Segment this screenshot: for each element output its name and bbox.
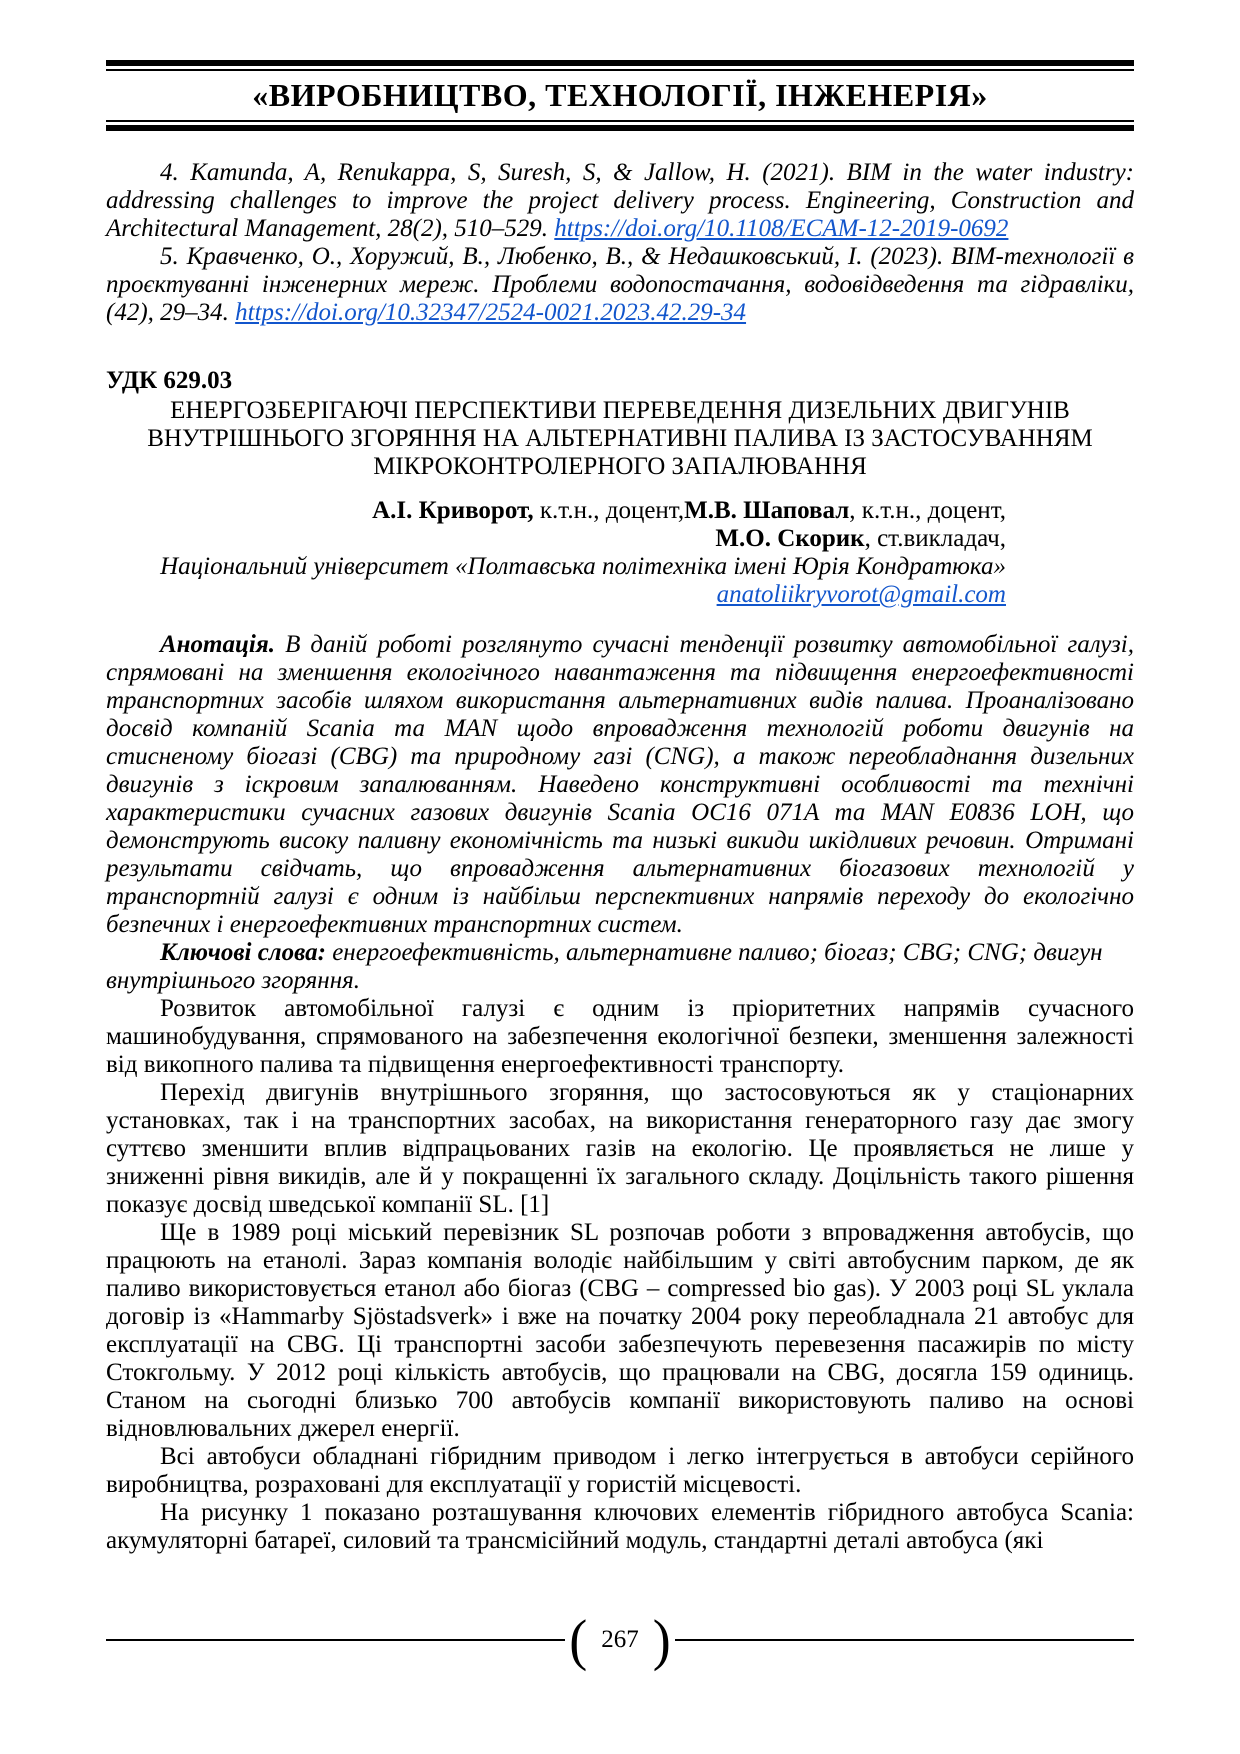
reference-doi-link[interactable]: https://doi.org/10.1108/ECAM-12-2019-0692 xyxy=(554,215,1009,242)
reference-text: 5. Кравченко, О., Хоружий, В., Любенко, В., & Недашковський, І. (2023). BIM-технології в проєктуванні інженерних мереж. Проблеми водопостачання, водовідведення та гідравліки, (42), 29–34. xyxy=(106,243,1134,326)
email-line xyxy=(106,581,1006,609)
reference-text: 4. Kamunda, A, Renukappa, S, Suresh, S, & Jallow, H. (2021). BIM in the water industry: addressing challenges to improve the project delivery process. Engineering, Construction and Architectural Management, 28(2), 510–529. xyxy=(106,159,1134,242)
page-footer xyxy=(106,1608,1134,1672)
footer-bracket-left-icon: ( xyxy=(569,1608,588,1672)
authors-block xyxy=(106,497,1134,609)
page-number: 267 xyxy=(601,1626,639,1653)
affiliation: Національний університет «Полтавська політехніка імені Юрія Кондратюка» xyxy=(160,553,1006,580)
footer-rule-right xyxy=(675,1639,1134,1641)
abstract-text: В даній роботі розглянуто сучасні тенденції розвитку автомобільної галузі, спрямовані на зменшення екологічного навантаження та підвищення енергоефективності транспортних засобів шляхом використання альтернативних видів палива. Проаналізовано досвід компаній Scania та MAN щодо впровадження технологій роботи двигунів на стисненому біогазі (CBG) та природному газі (CNG), а також переобладнання дизельних двигунів з іскровим запалюванням. Наведено конструктивні особливості та технічні характеристики сучасних газових двигунів Scania OC16 071A та MAN E0836 LOH, що демонструють високу паливну економічність та низькі викиди шкідливих речовин. Отримані результати свідчать, що впровадження альтернативних біогазових технологій у транспортній галузі є одним із найбільш перспективних напрямів переходу до екологічно безпечних і енергоефективних транспортних систем. xyxy=(106,631,1134,938)
keywords-paragraph xyxy=(106,939,1134,995)
header-rule-bottom-thick xyxy=(106,125,1134,131)
author-degree: , к.т.н., доцент, xyxy=(849,497,1006,524)
abstract-paragraph xyxy=(106,631,1134,939)
body-paragraph: Ще в 1989 році міський перевізник SL розпочав роботи з впровадження автобусів, що працюють на етанолі. Зараз компанія володіє найбільшим у світі автобусним парком, де як паливо використовується етанол або біогаз (CBG – compressed bio gas). У 2003 році SL уклала договір із «Hammarby Sjöstadsverk» і вже на початку 2004 року переобладнала 21 автобус для експлуатації на CBG. Ці транспортні засоби забезпечують перевезення пасажирів по місту Стокгольму. У 2012 році кількість автобусів, що працювали на CBG, досягла 159 одиниць. Станом на сьогодні близько 700 автобусів компанії використовують паливо на основі відновлювальних джерел енергії. xyxy=(106,1219,1134,1442)
authors-line-1 xyxy=(106,497,1006,525)
reference-doi-link[interactable]: https://doi.org/10.32347/2524-0021.2023.42.29-34 xyxy=(235,299,747,326)
authors-line-2 xyxy=(106,525,1006,553)
body-paragraph: Перехід двигунів внутрішнього згоряння, що застосовуються як у стаціонарних установках, так і на транспортних засобах, на використання генераторного газу дає змогу суттєво зменшити вплив відпрацьованих газів на екологію. Це проявляється не лише у зниженні рівня викидів, але й у покращенні їх загального складу. Доцільність такого рішення показує досвід шведської компанії SL. [1] xyxy=(106,1079,1134,1218)
abstract-label: Анотація. xyxy=(160,631,275,658)
author-name: А.І. Криворот, xyxy=(372,497,534,524)
author-degree: к.т.н., доцент, xyxy=(533,497,685,524)
body-paragraph: Всі автобуси обладнані гібридним приводом і легко інтегрується в автобуси серійного виробництва, розраховані для експлуатації у гористій місцевості. xyxy=(106,1443,1134,1498)
reference-item-4 xyxy=(106,159,1134,243)
author-name: М.О. Скорик xyxy=(715,525,865,552)
article-title: ЕНЕРГОЗБЕРІГАЮЧІ ПЕРСПЕКТИВИ ПЕРЕВЕДЕННЯ ДИЗЕЛЬНИХ ДВИГУНІВ ВНУТРІШНЬОГО ЗГОРЯННЯ НА АЛЬТЕРНАТИВНІ ПАЛИВА ІЗ ЗАСТОСУВАННЯМ МІКРОКОНТРОЛЕРНОГО ЗАПАЛЮВАННЯ xyxy=(147,397,1093,480)
body-paragraph: На рисунку 1 показано розташування ключових елементів гібридного автобуса Scania: акумуляторні батареї, силовий та трансмісійний модуль, стандартні деталі автобуса (які xyxy=(106,1499,1134,1554)
keywords-text: енергоефективність, альтернативне паливо; біогаз; CBG; CNG; двигун внутрішнього згоряння. xyxy=(106,939,1103,994)
journal-header xyxy=(106,60,1134,131)
author-name: М.В. Шаповал xyxy=(684,497,850,524)
references-section xyxy=(106,159,1134,327)
footer-rule-left xyxy=(106,1639,565,1641)
author-degree: , ст.викладач, xyxy=(864,525,1006,552)
body-paragraph: Розвиток автомобільної галузі є одним із пріоритетних напрямів сучасного машинобудування, спрямованого на забезпечення екологічної безпеки, зменшення залежності від викопного палива та підвищення енергоефективності транспорту. xyxy=(106,995,1134,1078)
email-link[interactable]: anatoliikryvorot@gmail.com xyxy=(716,581,1006,608)
keywords-label: Ключові слова: xyxy=(160,939,326,966)
reference-item-5 xyxy=(106,243,1134,327)
udc-code: УДК 629.03 xyxy=(106,367,233,394)
journal-title: «ВИРОБНИЦТВО, ТЕХНОЛОГІЇ, ІНЖЕНЕРІЯ» xyxy=(252,77,988,113)
footer-bracket-right-icon: ) xyxy=(652,1608,671,1672)
